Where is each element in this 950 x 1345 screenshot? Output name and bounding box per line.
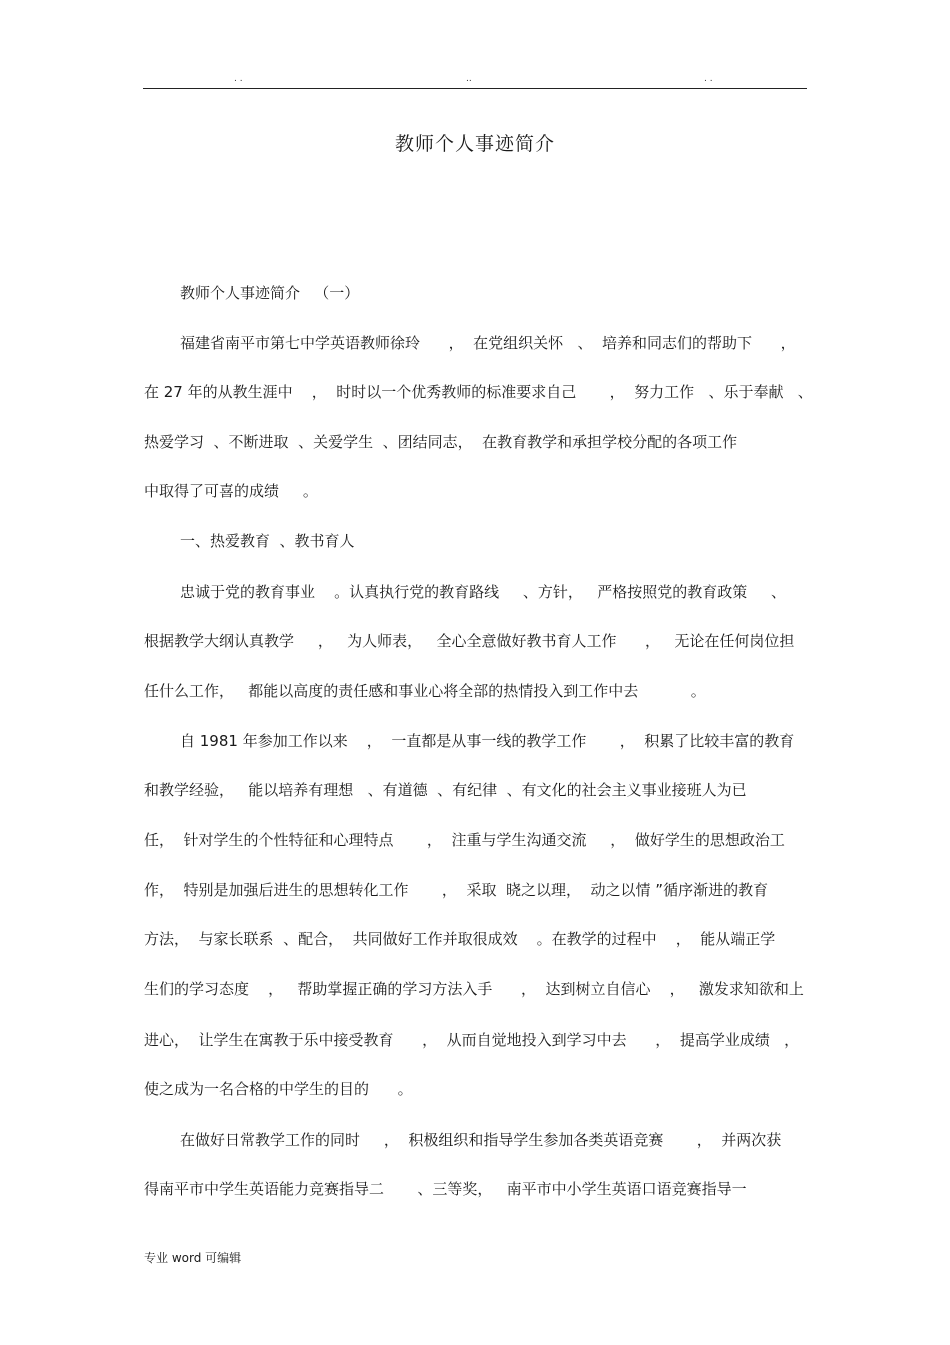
body-line: 生们的学习态度 ， 帮助掌握正确的学习方法入手 ， 达到树立自信心 ， 激发求知欲和上: [144, 980, 804, 998]
footer-note: 专业 word 可编辑: [144, 1251, 242, 1265]
body-line: 作， 特别是加强后进生的思想转化工作 ， 采取 晓之以理， 动之以情 ”循序渐进的教育: [144, 881, 769, 899]
body-line: 福建省南平市第七中学英语教师徐玲 ， 在党组织关怀 、 培养和同志们的帮助下 ，: [180, 334, 796, 352]
body-line: 自 1981 年参加工作以来 ， 一直都是从事一线的教学工作 ， 积累了比较丰富的教育: [180, 732, 795, 750]
body-line: 任什么工作， 都能以高度的责任感和事业心将全部的热情投入到工作中去 。: [144, 682, 706, 700]
body-line: 根据教学大纲认真教学 ， 为人师表， 全心全意做好教书育人工作 ， 无论在任何岗位担: [144, 632, 795, 650]
body-line: 任， 针对学生的个性特征和心理特点 ， 注重与学生沟通交流 ， 做好学生的思想政治工: [144, 831, 785, 849]
body-line: 方法， 与家长联系 、配合， 共同做好工作并取很成效 。在教学的过程中 ， 能从端正学: [144, 930, 776, 948]
body-line: 忠诚于党的教育事业 。认真执行党的教育路线 、方针， 严格按照党的教育政策 、: [180, 583, 787, 601]
body-line: 进心， 让学生在寓教于乐中接受教育 ， 从而自觉地投入到学习中去 ， 提高学业成绩 ，: [144, 1031, 800, 1049]
page-title: 教师个人事迹简介: [394, 133, 555, 155]
header-mark-center: ..: [466, 74, 472, 84]
body-line: 热爱学习 、不断进取 、关爱学生 、团结同志， 在教育教学和承担学校分配的各项工作: [144, 433, 738, 451]
subheading: 一、热爱教育 、教书育人: [180, 532, 355, 550]
body-line: 中取得了可喜的成绩 。: [144, 482, 318, 500]
body-line: 在做好日常教学工作的同时 ， 积极组织和指导学生参加各类英语竞赛 ， 并两次获: [180, 1131, 782, 1149]
header-mark-right: . .: [704, 74, 713, 84]
section-heading: 教师个人事迹简介 （一）: [180, 284, 360, 302]
body-line: 使之成为一名合格的中学生的目的 。: [144, 1080, 413, 1098]
header-marks: [0, 74, 950, 86]
body-line: 在 27 年的从教生涯中 ， 时时以一个优秀教师的标准要求自己 ， 努力工作 、乐于奉献 、: [144, 383, 813, 401]
header-rule: [143, 88, 807, 89]
body-line: 和教学经验， 能以培养有理想 、有道德 、有纪律 、有文化的社会主义事业接班人为已: [144, 781, 747, 799]
header-mark-left: . .: [234, 74, 243, 84]
body-line: 得南平市中学生英语能力竞赛指导二 、三等奖， 南平市中小学生英语口语竞赛指导一: [144, 1180, 747, 1198]
